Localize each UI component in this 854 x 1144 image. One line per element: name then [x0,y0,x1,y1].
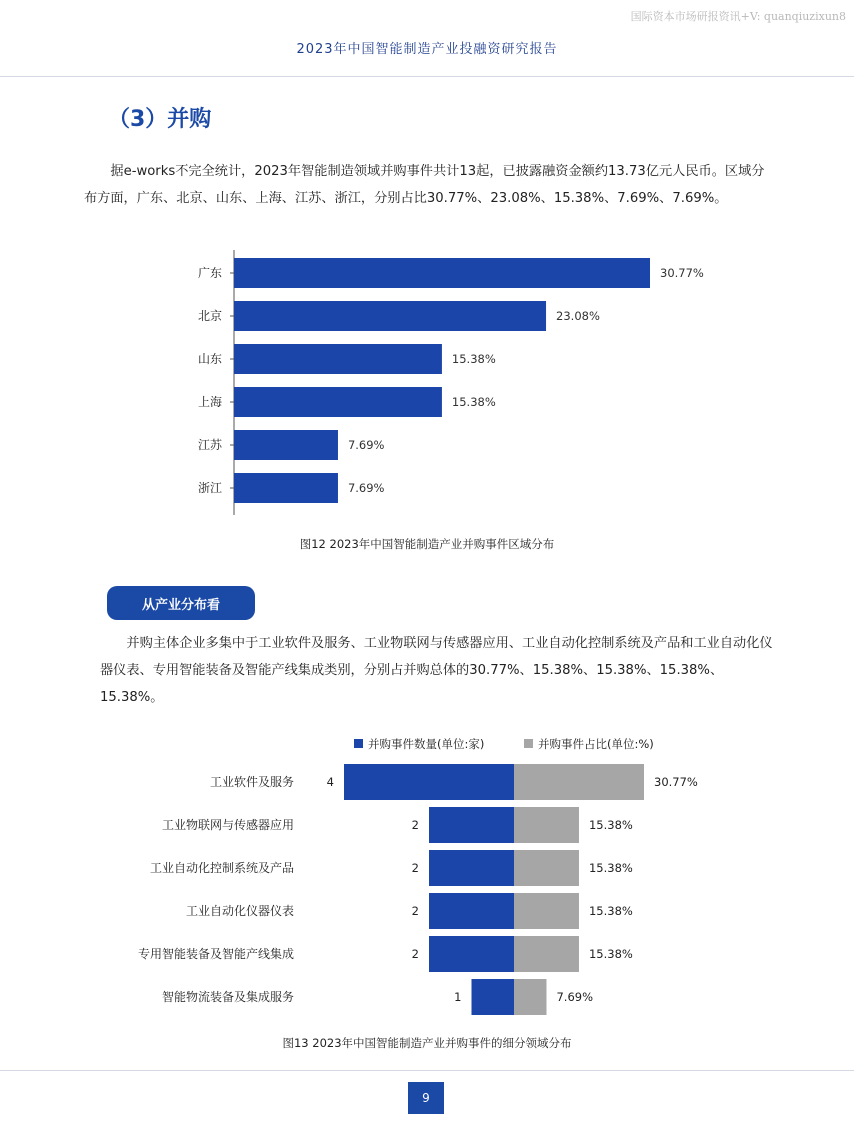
region-bar [234,473,338,503]
category-label: 专用智能装备及智能产线集成 [137,947,294,961]
share-label: 30.77% [654,775,698,789]
legend-swatch-share [524,739,533,748]
region-bar [234,430,338,460]
category-label: 上海 [197,395,222,409]
share-bar [514,807,579,843]
count-label: 2 [411,947,419,961]
category-label: 工业自动化控制系统及产品 [149,861,294,875]
paragraph-industry: 并购主体企业多集中于工业软件及服务、工业物联网与传感器应用、工业自动化控制系统及产品和工业自动化仪器仪表、专用智能装备及智能产线集成类别，分别占并购总体的30.77%、15.38%、15.38%、15.38%、15.38%。 [100,636,773,705]
count-bar [429,893,514,929]
share-bar [514,936,579,972]
value-label: 23.08% [556,309,600,323]
page-number: 9 [408,1082,444,1114]
industry-distribution-badge: 从产业分布看 [107,586,255,620]
category-label: 北京 [197,309,222,323]
footer-divider [0,1070,854,1071]
category-label: 江苏 [197,438,222,452]
region-bar [234,258,650,288]
industry-diverging-bar-chart [100,728,740,1028]
category-label: 浙江 [197,481,222,495]
region-bar [234,387,442,417]
legend-label-count: 并购事件数量(单位:家) [368,737,485,751]
count-bar [429,807,514,843]
source-watermark: 国际资本市场研报资讯+V: quanqiuzixun8 [630,10,846,23]
share-label: 15.38% [588,818,633,832]
share-label: 7.69% [556,990,594,1004]
count-label: 2 [411,904,419,918]
category-label: 工业软件及服务 [209,775,294,789]
value-label: 15.38% [451,352,496,366]
share-bar [514,764,644,800]
count-label: 4 [326,775,334,789]
share-bar [514,979,546,1015]
count-bar [429,850,514,886]
share-bar [514,893,579,929]
region-bar [234,301,546,331]
count-label: 1 [454,990,462,1004]
report-header-title: 2023年中国智能制造产业投融资研究报告 [296,42,558,57]
share-label: 15.38% [588,947,633,961]
legend-swatch-count [354,739,363,748]
count-label: 2 [411,818,419,832]
share-bar [514,850,579,886]
category-label: 山东 [197,352,222,366]
category-label: 工业自动化仪器仪表 [185,904,294,918]
figure12-caption: 图12 2023年中国智能制造产业并购事件区域分布 [299,537,555,551]
count-bar [344,764,514,800]
header-divider [0,76,854,77]
value-label: 30.77% [660,266,704,280]
share-label: 15.38% [588,904,633,918]
category-label: 工业物联网与传感器应用 [161,818,294,832]
value-label: 15.38% [451,395,496,409]
paragraph-regional: 据e-works不完全统计，2023年智能制造领域并购事件共计13起，已披露融资金额约13.73亿元人民币。区域分布方面，广东、北京、山东、上海、江苏、浙江，分别占比30.77%、23.08%、15.38%、7.69%、7.69%。 [84,164,765,206]
legend-label-share: 并购事件占比(单位:%) [538,737,654,751]
figure13-caption: 图13 2023年中国智能制造产业并购事件的细分领域分布 [282,1036,572,1050]
section-title: （3）并购 [108,107,212,132]
region-bar-chart [150,240,710,530]
count-bar [472,979,515,1015]
count-bar [429,936,514,972]
share-label: 15.38% [588,861,633,875]
value-label: 7.69% [347,438,385,452]
category-label: 广东 [197,266,222,280]
region-bar [234,344,442,374]
value-label: 7.69% [347,481,385,495]
count-label: 2 [411,861,419,875]
category-label: 智能物流装备及集成服务 [161,990,294,1004]
